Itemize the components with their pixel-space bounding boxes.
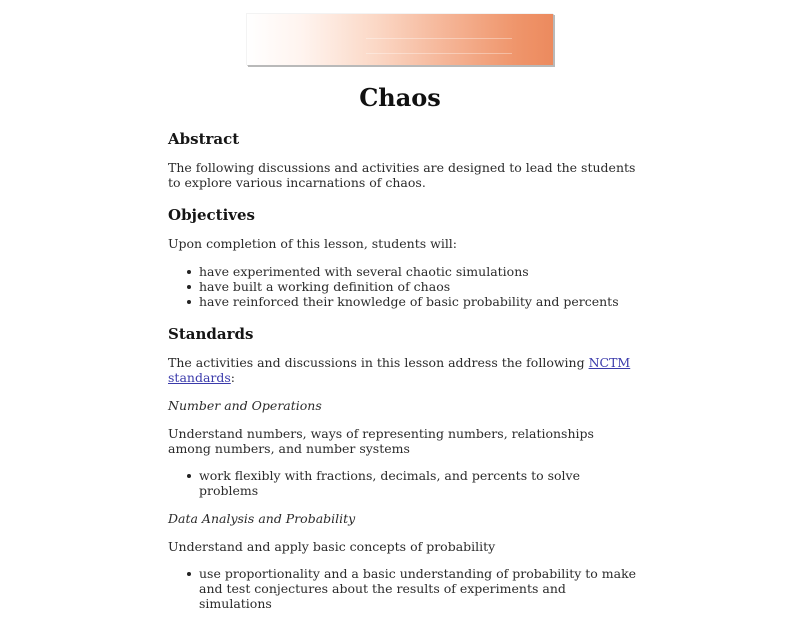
banner-streak bbox=[366, 53, 512, 54]
abstract-text: The following discussions and activities are designed to lead the students to explore various incarnations of chaos. bbox=[168, 160, 636, 190]
standards-intro-colon: : bbox=[230, 370, 236, 385]
standard-group-list bbox=[168, 468, 638, 498]
objectives-heading: Objectives bbox=[168, 206, 255, 224]
banner-streak bbox=[366, 38, 512, 39]
standards-section bbox=[168, 324, 638, 611]
standard-group-title: Number and Operations bbox=[168, 398, 322, 413]
standard-group-title: Data Analysis and Probability bbox=[168, 511, 356, 526]
standard-item: work flexibly with fractions, decimals, and percents to solve problems bbox=[199, 468, 638, 498]
objective-item: have reinforced their knowledge of basic probability and percents bbox=[199, 294, 638, 309]
abstract-heading: Abstract bbox=[168, 130, 240, 148]
objectives-section bbox=[168, 205, 638, 309]
standard-group-description: Understand and apply basic concepts of probability bbox=[168, 539, 496, 554]
abstract-section bbox=[168, 129, 638, 190]
standard-item: use proportionality and a basic understanding of probability to make and test conjectures about the results of experiments and simulations bbox=[199, 566, 637, 611]
objectives-intro: Upon completion of this lesson, students will: bbox=[168, 236, 458, 251]
banner-gradient-image bbox=[246, 13, 553, 65]
standard-group-list bbox=[168, 566, 638, 611]
standards-intro bbox=[168, 355, 638, 385]
standards-heading: Standards bbox=[168, 325, 254, 343]
objective-item: have experimented with several chaotic simulations bbox=[199, 264, 638, 279]
standards-intro-text: The activities and discussions in this lesson address the following bbox=[168, 355, 589, 370]
header-banner bbox=[246, 13, 552, 64]
page-title: Chaos bbox=[359, 83, 441, 112]
objectives-list bbox=[168, 264, 638, 309]
lesson-content bbox=[168, 126, 638, 624]
objective-item: have built a working definition of chaos bbox=[199, 279, 638, 294]
nctm-standards-link[interactable]: NCTM standards bbox=[168, 355, 631, 385]
standard-group-description: Understand numbers, ways of representing numbers, relationships among numbers, and number systems bbox=[168, 426, 594, 456]
